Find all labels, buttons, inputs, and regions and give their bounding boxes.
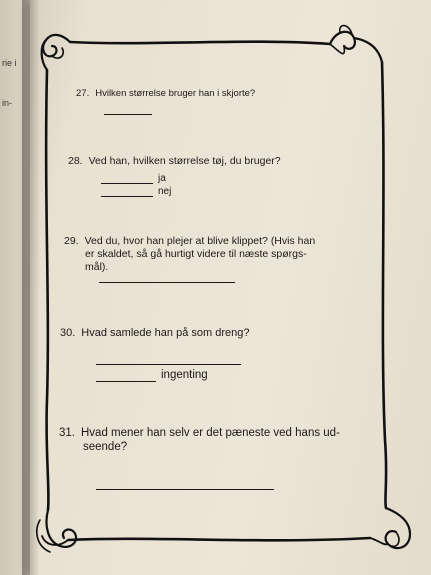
- question-number: 27.: [76, 88, 90, 99]
- answer-line[interactable]: [99, 272, 235, 283]
- answer-blank[interactable]: [101, 186, 153, 197]
- answer-line[interactable]: [96, 479, 274, 490]
- left-page-fragment: rie i: [2, 58, 17, 68]
- question-number: 31.: [59, 427, 75, 439]
- question-27: [76, 88, 255, 100]
- question-text-line: mål).: [85, 261, 109, 274]
- answer-option-nej[interactable]: [101, 186, 171, 197]
- option-label: nej: [158, 186, 172, 197]
- question-text-line: seende?: [83, 441, 128, 454]
- answer-blank[interactable]: [96, 371, 156, 382]
- question-text-line: Hvad mener han selv er det pæneste ved hans ud-: [81, 427, 340, 439]
- answer-line[interactable]: [96, 354, 241, 365]
- option-label: ja: [158, 173, 166, 184]
- answer-blank[interactable]: [99, 272, 235, 283]
- answer-blank[interactable]: [96, 479, 274, 490]
- left-page-fragment: in-: [2, 98, 13, 108]
- question-29: [64, 235, 315, 274]
- answer-option-ingenting[interactable]: [96, 370, 208, 382]
- option-label: ingenting: [161, 369, 208, 381]
- question-28: [68, 155, 281, 168]
- answer-blank[interactable]: [104, 104, 152, 115]
- answer-blank[interactable]: [96, 354, 241, 365]
- question-31: [59, 426, 340, 455]
- question-number: 29.: [64, 235, 79, 247]
- question-number: 30.: [60, 327, 76, 339]
- question-number: 28.: [68, 155, 83, 167]
- question-text: Ved han, hvilken størrelse tøj, du bruger?: [88, 155, 281, 167]
- answer-line[interactable]: [104, 104, 152, 115]
- question-text-line: Ved du, hvor han plejer at blive klippet? (Hvis han: [84, 235, 316, 247]
- question-text: Hvilken størrelse bruger han i skjorte?: [95, 88, 256, 99]
- question-text: Hvad samlede han på som dreng?: [81, 327, 250, 339]
- answer-blank[interactable]: [101, 173, 153, 184]
- question-text-line: er skaldet, så gå hurtigt videre til næste spørgs-: [85, 248, 307, 261]
- question-30: [60, 327, 249, 341]
- answer-option-ja[interactable]: [101, 173, 166, 184]
